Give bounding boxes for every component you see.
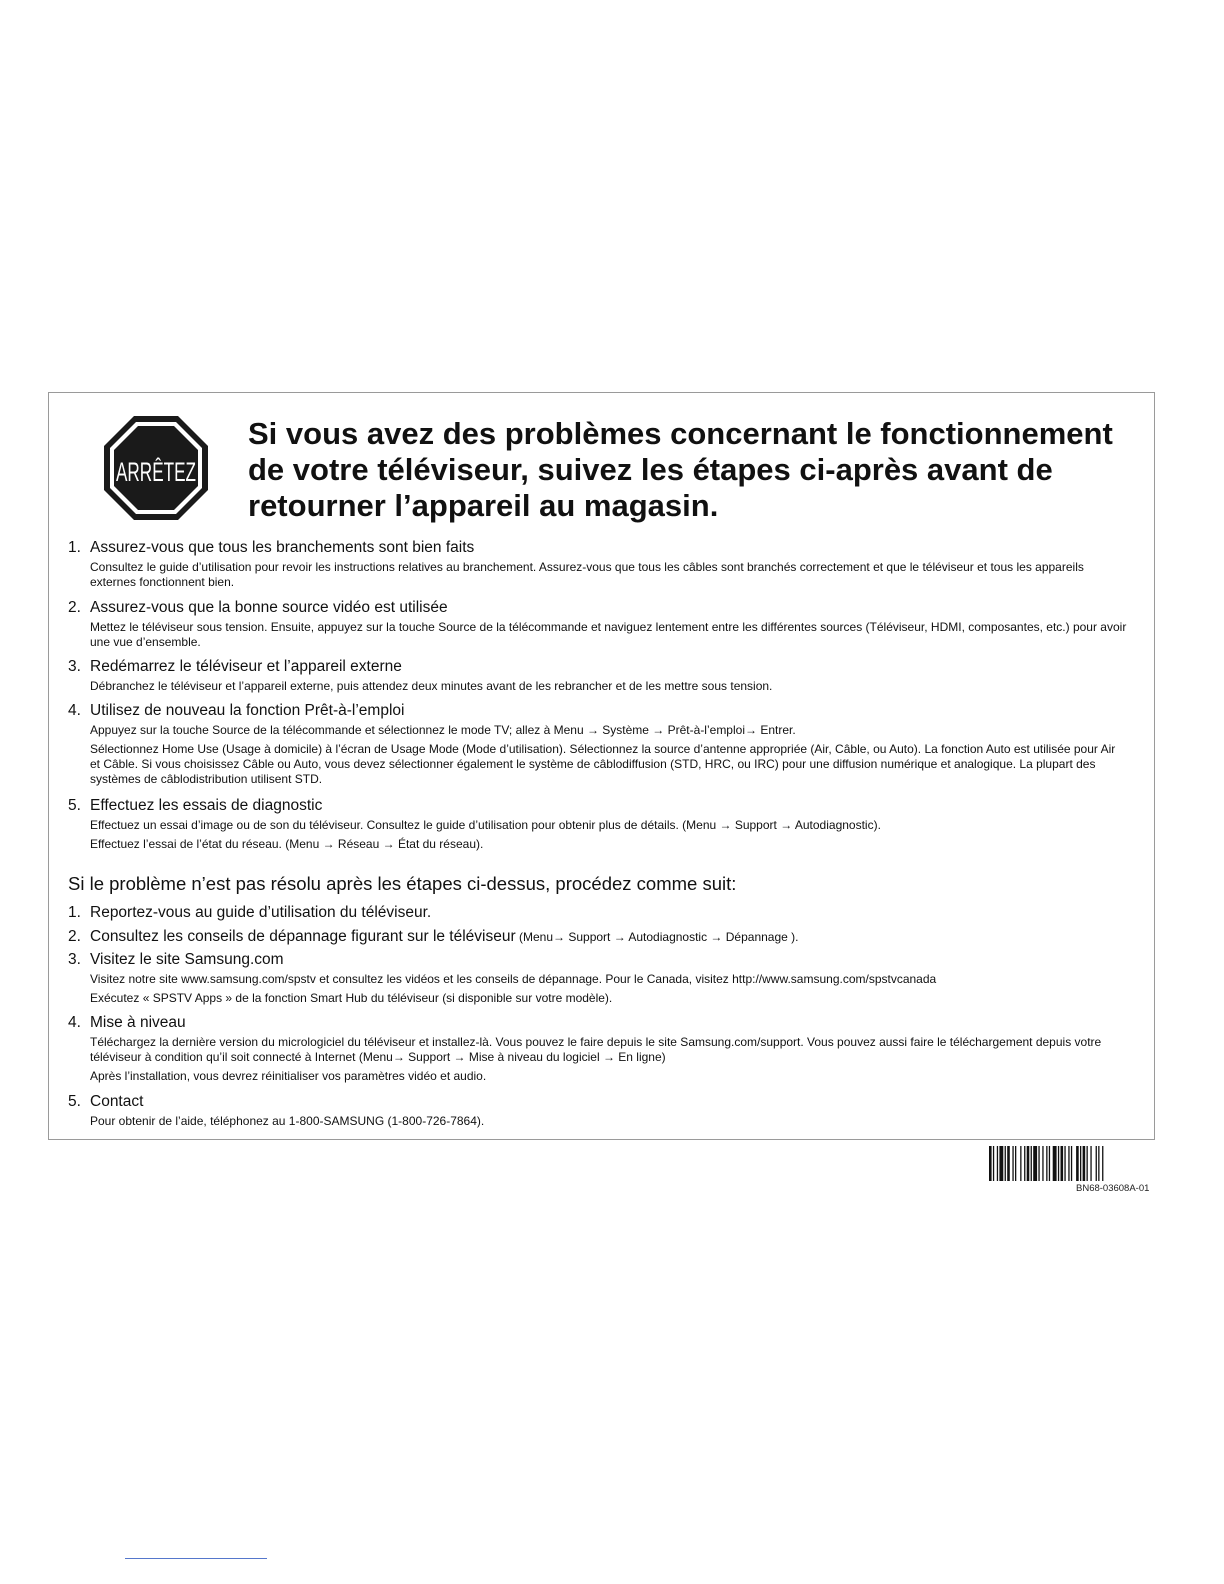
headline-line-1: Si vous avez des problèmes concernant le fonctionnement — [248, 416, 1113, 451]
step-4 — [68, 701, 1128, 791]
step-title: Consultez les conseils de dépannage figurant sur le téléviseur — [90, 928, 516, 945]
step-number: 4. — [68, 702, 81, 719]
step-number: 5. — [68, 797, 81, 814]
step-title: Effectuez les essais de diagnostic — [90, 797, 323, 814]
part-number: BN68-03608A-01 — [1076, 1183, 1150, 1194]
step-body: Mettez le téléviseur sous tension. Ensuite, appuyez sur la touche Source de la télécommande et naviguez lentement entre les différentes sources (Téléviseur, HDMI, composantes, etc.) pour avoir une vue d’ensemble. — [90, 620, 1127, 649]
section-heading: Si le problème n’est pas résolu après les étapes ci-dessus, procédez comme suit: — [68, 873, 737, 894]
step-body: Effectuez un essai d’image ou de son du téléviseur. Consultez le guide d’utilisation pour obtenir plus de détails. (Menu → Support → Autodiagnostic). — [90, 818, 881, 832]
step-5 — [68, 796, 1128, 856]
step-body: Consultez le guide d’utilisation pour revoir les instructions relatives au branchement. Assurez-vous que tous les câbles sont branchés correctement et que le téléviseur et tous les appareils externes fonctionnent bien. — [90, 560, 1084, 589]
step-number: 3. — [68, 951, 81, 968]
step-1 — [68, 538, 1128, 594]
step-number: 5. — [68, 1093, 81, 1110]
step-body: Pour obtenir de l’aide, téléphonez au 1-800-SAMSUNG (1-800-726-7864). — [90, 1114, 485, 1128]
headline — [248, 416, 1148, 524]
stop-sign-text: ARRÊTEZ — [116, 457, 243, 487]
step-title: Visitez le site Samsung.com — [90, 951, 284, 968]
step-body: Effectuez l’essai de l’état du réseau. (Menu → Réseau → État du réseau). — [90, 837, 484, 851]
step-body: Appuyez sur la touche Source de la télécommande et sélectionnez le mode TV; allez à Menu → Système → Prêt-à-l’emploi→ Entrer. — [90, 723, 796, 737]
divider — [125, 1558, 267, 1559]
step-title: Contact — [90, 1093, 144, 1110]
followup-step-1 — [68, 903, 1128, 922]
step-body: Visitez notre site www.samsung.com/spstv et consultez les vidéos et les conseils de dépannage. Pour le Canada, visitez http://www.samsung.com/spstvcanada — [90, 972, 937, 986]
step-number: 3. — [68, 658, 81, 675]
followup-step-2 — [68, 927, 1128, 947]
step-title: Reportez-vous au guide d’utilisation du téléviseur. — [90, 904, 432, 921]
step-number: 1. — [68, 539, 81, 556]
step-title: Mise à niveau — [90, 1014, 186, 1031]
step-number: 1. — [68, 904, 81, 921]
step-title: Redémarrez le téléviseur et l’appareil externe — [90, 658, 402, 675]
step-body: Téléchargez la dernière version du micrologiciel du téléviseur et installez-là. Vous pouvez le faire depuis le site Samsung.com/support. Vous pouvez aussi faire le téléchargement depuis votre téléviseur à condition qu’il soit connecté à Internet (Menu→ Support → Mise à niveau du logiciel → En ligne) — [90, 1035, 1102, 1064]
step-3 — [68, 657, 1128, 698]
step-number: 2. — [68, 928, 81, 945]
stop-sign-icon — [102, 414, 243, 522]
headline-line-2: de votre téléviseur, suivez les étapes ci-après avant de — [248, 452, 1053, 487]
step-body: Sélectionnez Home Use (Usage à domicile) à l’écran de Usage Mode (Mode d’utilisation). Sélectionnez la source d’antenne appropriée (Air, Câble, ou Auto). La fonction Auto est utilisée pour Air et Câble. Si vous choisissez Câble ou Auto, vous devez sélectionner également le système de câblodiffusion (STD, HRC, ou IRC) pour une diffusion numérique et analogique. La plupart des systèmes de câblodistribution utilisent STD. — [90, 742, 1116, 786]
followup-step-3 — [68, 950, 1128, 1010]
step-title: Utilisez de nouveau la fonction Prêt-à-l’emploi — [90, 702, 405, 719]
step-2 — [68, 598, 1128, 654]
followup-step-5 — [68, 1092, 1128, 1133]
menu-path: (Menu→ Support → Autodiagnostic → Dépannage ). — [515, 930, 799, 944]
step-body: Débranchez le téléviseur et l’appareil externe, puis attendez deux minutes avant de les rebrancher et de les mettre sous tension. — [90, 679, 773, 693]
barcode-icon — [989, 1146, 1156, 1181]
step-title: Assurez-vous que la bonne source vidéo est utilisée — [90, 599, 448, 616]
step-body: Après l’installation, vous devrez réinitialiser vos paramètres vidéo et audio. — [90, 1069, 487, 1083]
step-title: Assurez-vous que tous les branchements sont bien faits — [90, 539, 475, 556]
step-body: Exécutez « SPSTV Apps » de la fonction Smart Hub du téléviseur (si disponible sur votre modèle). — [90, 991, 613, 1005]
step-number: 4. — [68, 1014, 81, 1031]
headline-line-3: retourner l’appareil au magasin. — [248, 488, 719, 523]
step-number: 2. — [68, 599, 81, 616]
followup-step-4 — [68, 1013, 1128, 1088]
